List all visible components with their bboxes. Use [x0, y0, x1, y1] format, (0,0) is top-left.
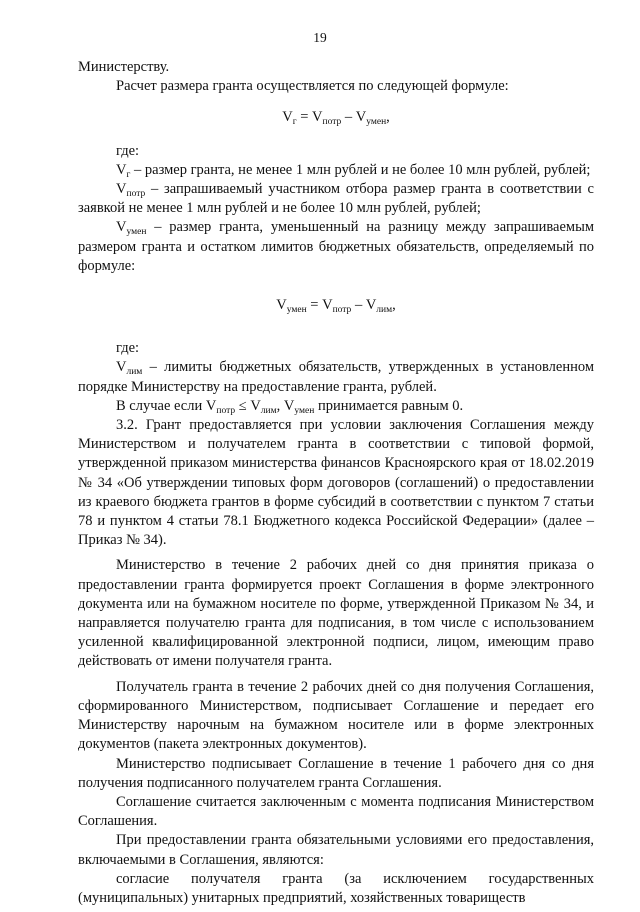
- definition-v-umen: $V_{умен}$ – размер гранта, уменьшенный на разницу между запрашиваемым размером гранта и остатком лимитов бюджетных обязательств, определяемый по формуле:: [78, 219, 594, 274]
- paragraph: где:: [116, 340, 140, 357]
- formula-grant: $V_г = V_{потр} - V_{умен}$,: [282, 109, 390, 128]
- paragraph: Расчет размера гранта осуществляется по следующей формуле:: [116, 78, 509, 95]
- paragraph-condition: В случае если $V_{потр} \le V_{лим}$, $V_{умен}$ принимается равным 0.: [116, 397, 464, 416]
- paragraph: Соглашение считается заключенным с момента подписания Министерством Соглашения.: [78, 793, 594, 830]
- definition-v-potr: $V_{потр}$ – запрашиваемый участником отбора размер гранта в соответствии с заявкой не менее 1 млн рублей и не более 10 млн рублей, рублей;: [78, 181, 594, 217]
- paragraph-3-2: 3.2. Грант предоставляется при условии заключения Соглашения между Министерством и получателем гранта в соответствии с типовой формой, утвержденной приказом министерства финансов Красноярского края от 18.02.2019 № 34 «Об утверждении типовых форм договоров (соглашений) о предоставлении из краевого бюджета грантов в форме субсидий в соответствии с пунктом 7 статьи 78 и пунктом 4 статьи 78.1 Бюджетного кодекса Российской Федерации» (далее – Приказ № 34).: [78, 417, 594, 549]
- paragraph: где:: [116, 142, 140, 159]
- definition-v-lim: $V_{лим}$ – лимиты бюджетных обязательств, утвержденных в установленном порядке Министерству на предоставление гранта, рублей.: [78, 359, 594, 395]
- definition-v-grant: $V_г$ – размер гранта, не менее 1 млн рублей и не более 10 млн рублей, рублей;: [116, 161, 591, 180]
- formula-reduced-grant: $V_{умен} = V_{потр} - V_{лим}$,: [276, 297, 396, 316]
- document-body: [78, 58, 594, 908]
- paragraph: Получатель гранта в течение 2 рабочих дней со дня получения Соглашения, сформированного Министерством, подписывает Соглашение и передает его Министерству нарочным на бумажном носителе или в форме электронных документов (пакета электронных документов).: [78, 678, 594, 753]
- paragraph: Министерство в течение 2 рабочих дней со дня принятия приказа о предоставлении гранта формируется проект Соглашения в форме электронного документа или на бумажном носителе по форме, утвержденной Приказом № 34, и направляется получателю гранта для подписания, в том числе с использованием усиленной квалифицированной электронной подписи, лицом, имеющим право действовать от имени получателя гранта.: [78, 557, 594, 670]
- paragraph: При предоставлении гранта обязательными условиями его предоставления, включаемыми в Соглашения, являются:: [78, 832, 594, 868]
- paragraph: Министерству.: [78, 59, 170, 75]
- paragraph: согласие получателя гранта (за исключением государственных (муниципальных) унитарных предприятий, хозяйственных товариществ: [78, 870, 594, 906]
- page-number: 19: [313, 30, 327, 45]
- paragraph: Министерство подписывает Соглашение в течение 1 рабочего дня со дня получения подписанного получателем гранта Соглашения.: [78, 755, 594, 791]
